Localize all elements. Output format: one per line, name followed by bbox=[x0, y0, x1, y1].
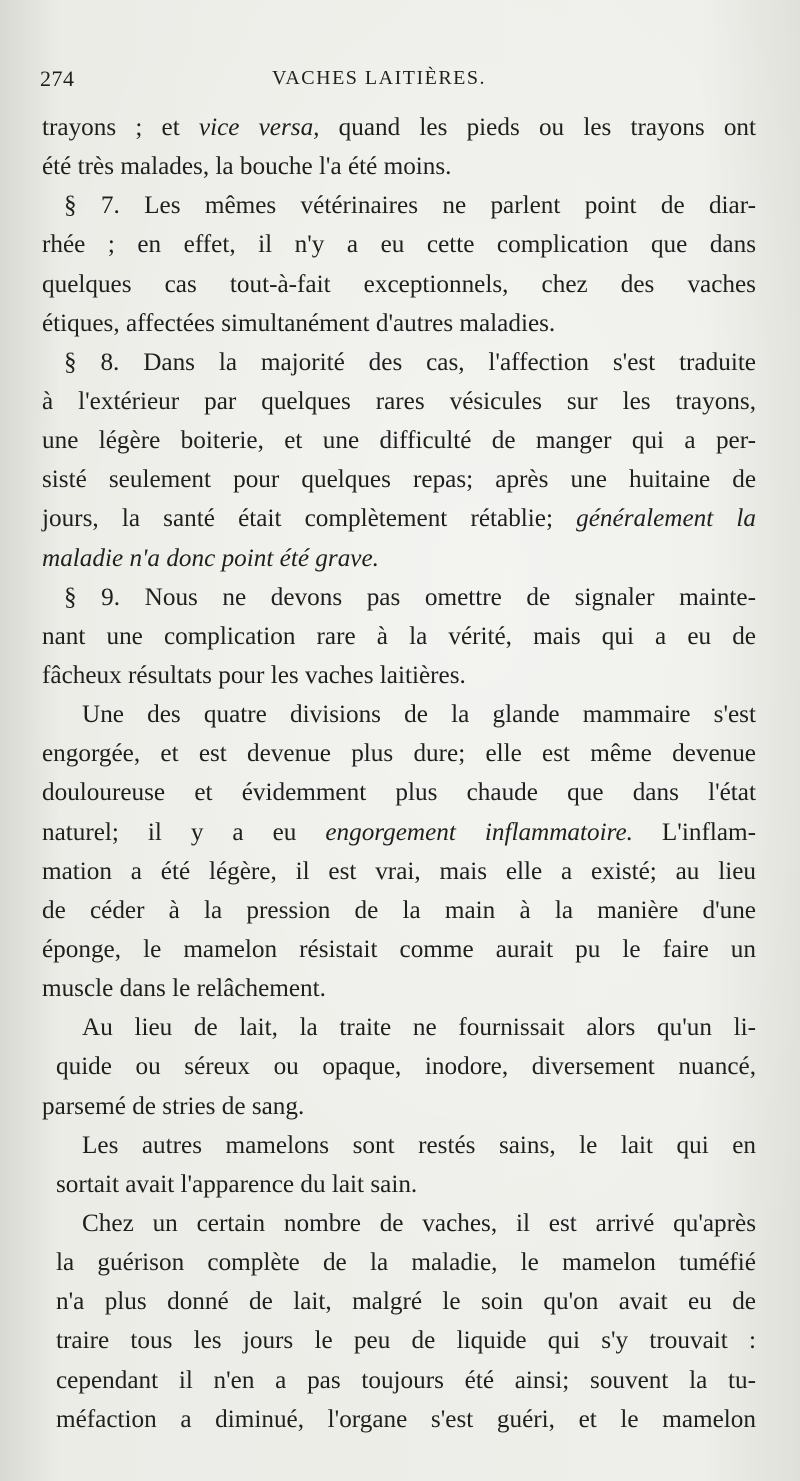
text-segment: Chez un certain nombre de vaches, il est arrivé qu'après bbox=[82, 1209, 756, 1237]
text-line bbox=[42, 1204, 756, 1243]
text-line bbox=[42, 930, 756, 969]
text-segment: quelques cas tout-à-fait exceptionnels, chez des vaches bbox=[42, 270, 756, 298]
text-segment: naturel; il y a eu bbox=[42, 818, 326, 846]
text-segment: été très malades, la bouche l'a été moins. bbox=[42, 153, 452, 181]
text-segment: de céder à la pression de la main à la manière d'une bbox=[42, 896, 756, 924]
text-line bbox=[42, 460, 756, 499]
text-segment: engorgée, et est devenue plus dure; elle est même devenue bbox=[42, 740, 756, 768]
body-text bbox=[42, 108, 756, 1439]
text-line bbox=[42, 147, 756, 186]
text-segment: jours, la santé était complètement rétablie; bbox=[42, 505, 577, 533]
text-line bbox=[42, 1321, 756, 1360]
text-line bbox=[42, 499, 756, 538]
text-line bbox=[42, 1361, 756, 1400]
text-segment: une légère boiterie, et une difficulté de manger qui a per- bbox=[42, 427, 756, 455]
text-line bbox=[42, 421, 756, 460]
text-segment: douloureuse et évidemment plus chaude que dans l'état bbox=[42, 779, 756, 807]
italic-text: vice versa, bbox=[198, 114, 320, 141]
text-segment: éponge, le mamelon résistait comme aurait pu le faire un bbox=[42, 935, 756, 963]
italic-text: engorgement inflammatoire. bbox=[325, 818, 633, 846]
text-segment: méfaction a diminué, l'organe s'est guéri, et le mamelon bbox=[56, 1405, 756, 1433]
text-line bbox=[42, 813, 756, 852]
text-line bbox=[42, 186, 756, 225]
text-line bbox=[42, 1282, 756, 1321]
text-segment: sisté seulement pour quelques repas; après une huitaine de bbox=[42, 466, 756, 494]
page-number: 274 bbox=[40, 66, 75, 91]
text-segment: mation a été légère, il est vrai, mais elle a existé; au lieu bbox=[42, 857, 756, 885]
text-segment: § 7. Les mêmes vétérinaires ne parlent point de diar- bbox=[64, 192, 756, 220]
text-segment: quide ou séreux ou opaque, inodore, diversement nuancé, bbox=[56, 1053, 756, 1081]
page-header bbox=[40, 66, 760, 100]
text-segment: fâcheux résultats pour les vaches laitières. bbox=[42, 661, 466, 689]
text-line bbox=[42, 1165, 756, 1204]
text-line bbox=[42, 695, 756, 734]
text-line bbox=[42, 304, 756, 343]
text-line bbox=[42, 734, 756, 773]
text-line bbox=[42, 1243, 756, 1282]
text-segment: Les autres mamelons sont restés sains, le lait qui en bbox=[82, 1131, 756, 1159]
text-line bbox=[42, 1400, 756, 1439]
text-segment: muscle dans le relâchement. bbox=[42, 975, 326, 1003]
text-line bbox=[42, 1126, 756, 1165]
italic-text: maladie n'a donc point été grave. bbox=[42, 544, 379, 572]
text-segment: § 9. Nous ne devons pas omettre de signaler mainte- bbox=[64, 583, 756, 611]
text-segment: traire tous les jours le peu de liquide qui s'y trouvait : bbox=[56, 1327, 756, 1355]
running-head: VACHES LAITIÈRES. bbox=[272, 67, 487, 89]
text-segment: n'a plus donné de lait, malgré le soin qu'on avait eu de bbox=[56, 1288, 756, 1316]
italic-text: généralement la bbox=[576, 505, 756, 533]
text-segment: quand les pieds ou les trayons ont bbox=[319, 114, 757, 141]
text-line bbox=[42, 852, 756, 891]
text-line bbox=[42, 617, 756, 656]
text-line bbox=[42, 382, 756, 421]
text-segment: § 8. Dans la majorité des cas, l'affection s'est traduite bbox=[64, 348, 756, 376]
text-line bbox=[42, 656, 756, 695]
text-line bbox=[42, 1087, 756, 1126]
text-line bbox=[42, 225, 756, 264]
text-segment: parsemé de stries de sang. bbox=[42, 1092, 305, 1120]
text-line bbox=[42, 1008, 756, 1047]
text-segment: à l'extérieur par quelques rares vésicules sur les trayons, bbox=[42, 387, 756, 415]
text-segment: sortait avait l'apparence du lait sain. bbox=[56, 1170, 418, 1198]
text-segment: rhée ; en effet, il n'y a eu cette complication que dans bbox=[42, 231, 756, 259]
text-line bbox=[42, 265, 756, 304]
text-segment: L'inflam- bbox=[632, 818, 756, 846]
text-line bbox=[42, 343, 756, 382]
text-segment: la guérison complète de la maladie, le mamelon tuméfié bbox=[56, 1249, 756, 1277]
text-line bbox=[42, 891, 756, 930]
text-segment: Une des quatre divisions de la glande mammaire s'est bbox=[82, 701, 756, 729]
text-line bbox=[42, 773, 756, 812]
text-line bbox=[42, 539, 756, 578]
text-segment: Au lieu de lait, la traite ne fournissait alors qu'un li- bbox=[82, 1014, 756, 1042]
text-line bbox=[42, 969, 756, 1008]
text-line bbox=[42, 108, 756, 147]
text-line bbox=[42, 578, 756, 617]
text-line bbox=[42, 1047, 756, 1086]
text-segment: trayons ; et bbox=[42, 114, 199, 141]
text-segment: étiques, affectées simultanément d'autres maladies. bbox=[42, 309, 556, 337]
text-segment: nant une complication rare à la vérité, mais qui a eu de bbox=[42, 622, 756, 650]
text-segment: cependant il n'en a pas toujours été ainsi; souvent la tu- bbox=[56, 1366, 756, 1394]
